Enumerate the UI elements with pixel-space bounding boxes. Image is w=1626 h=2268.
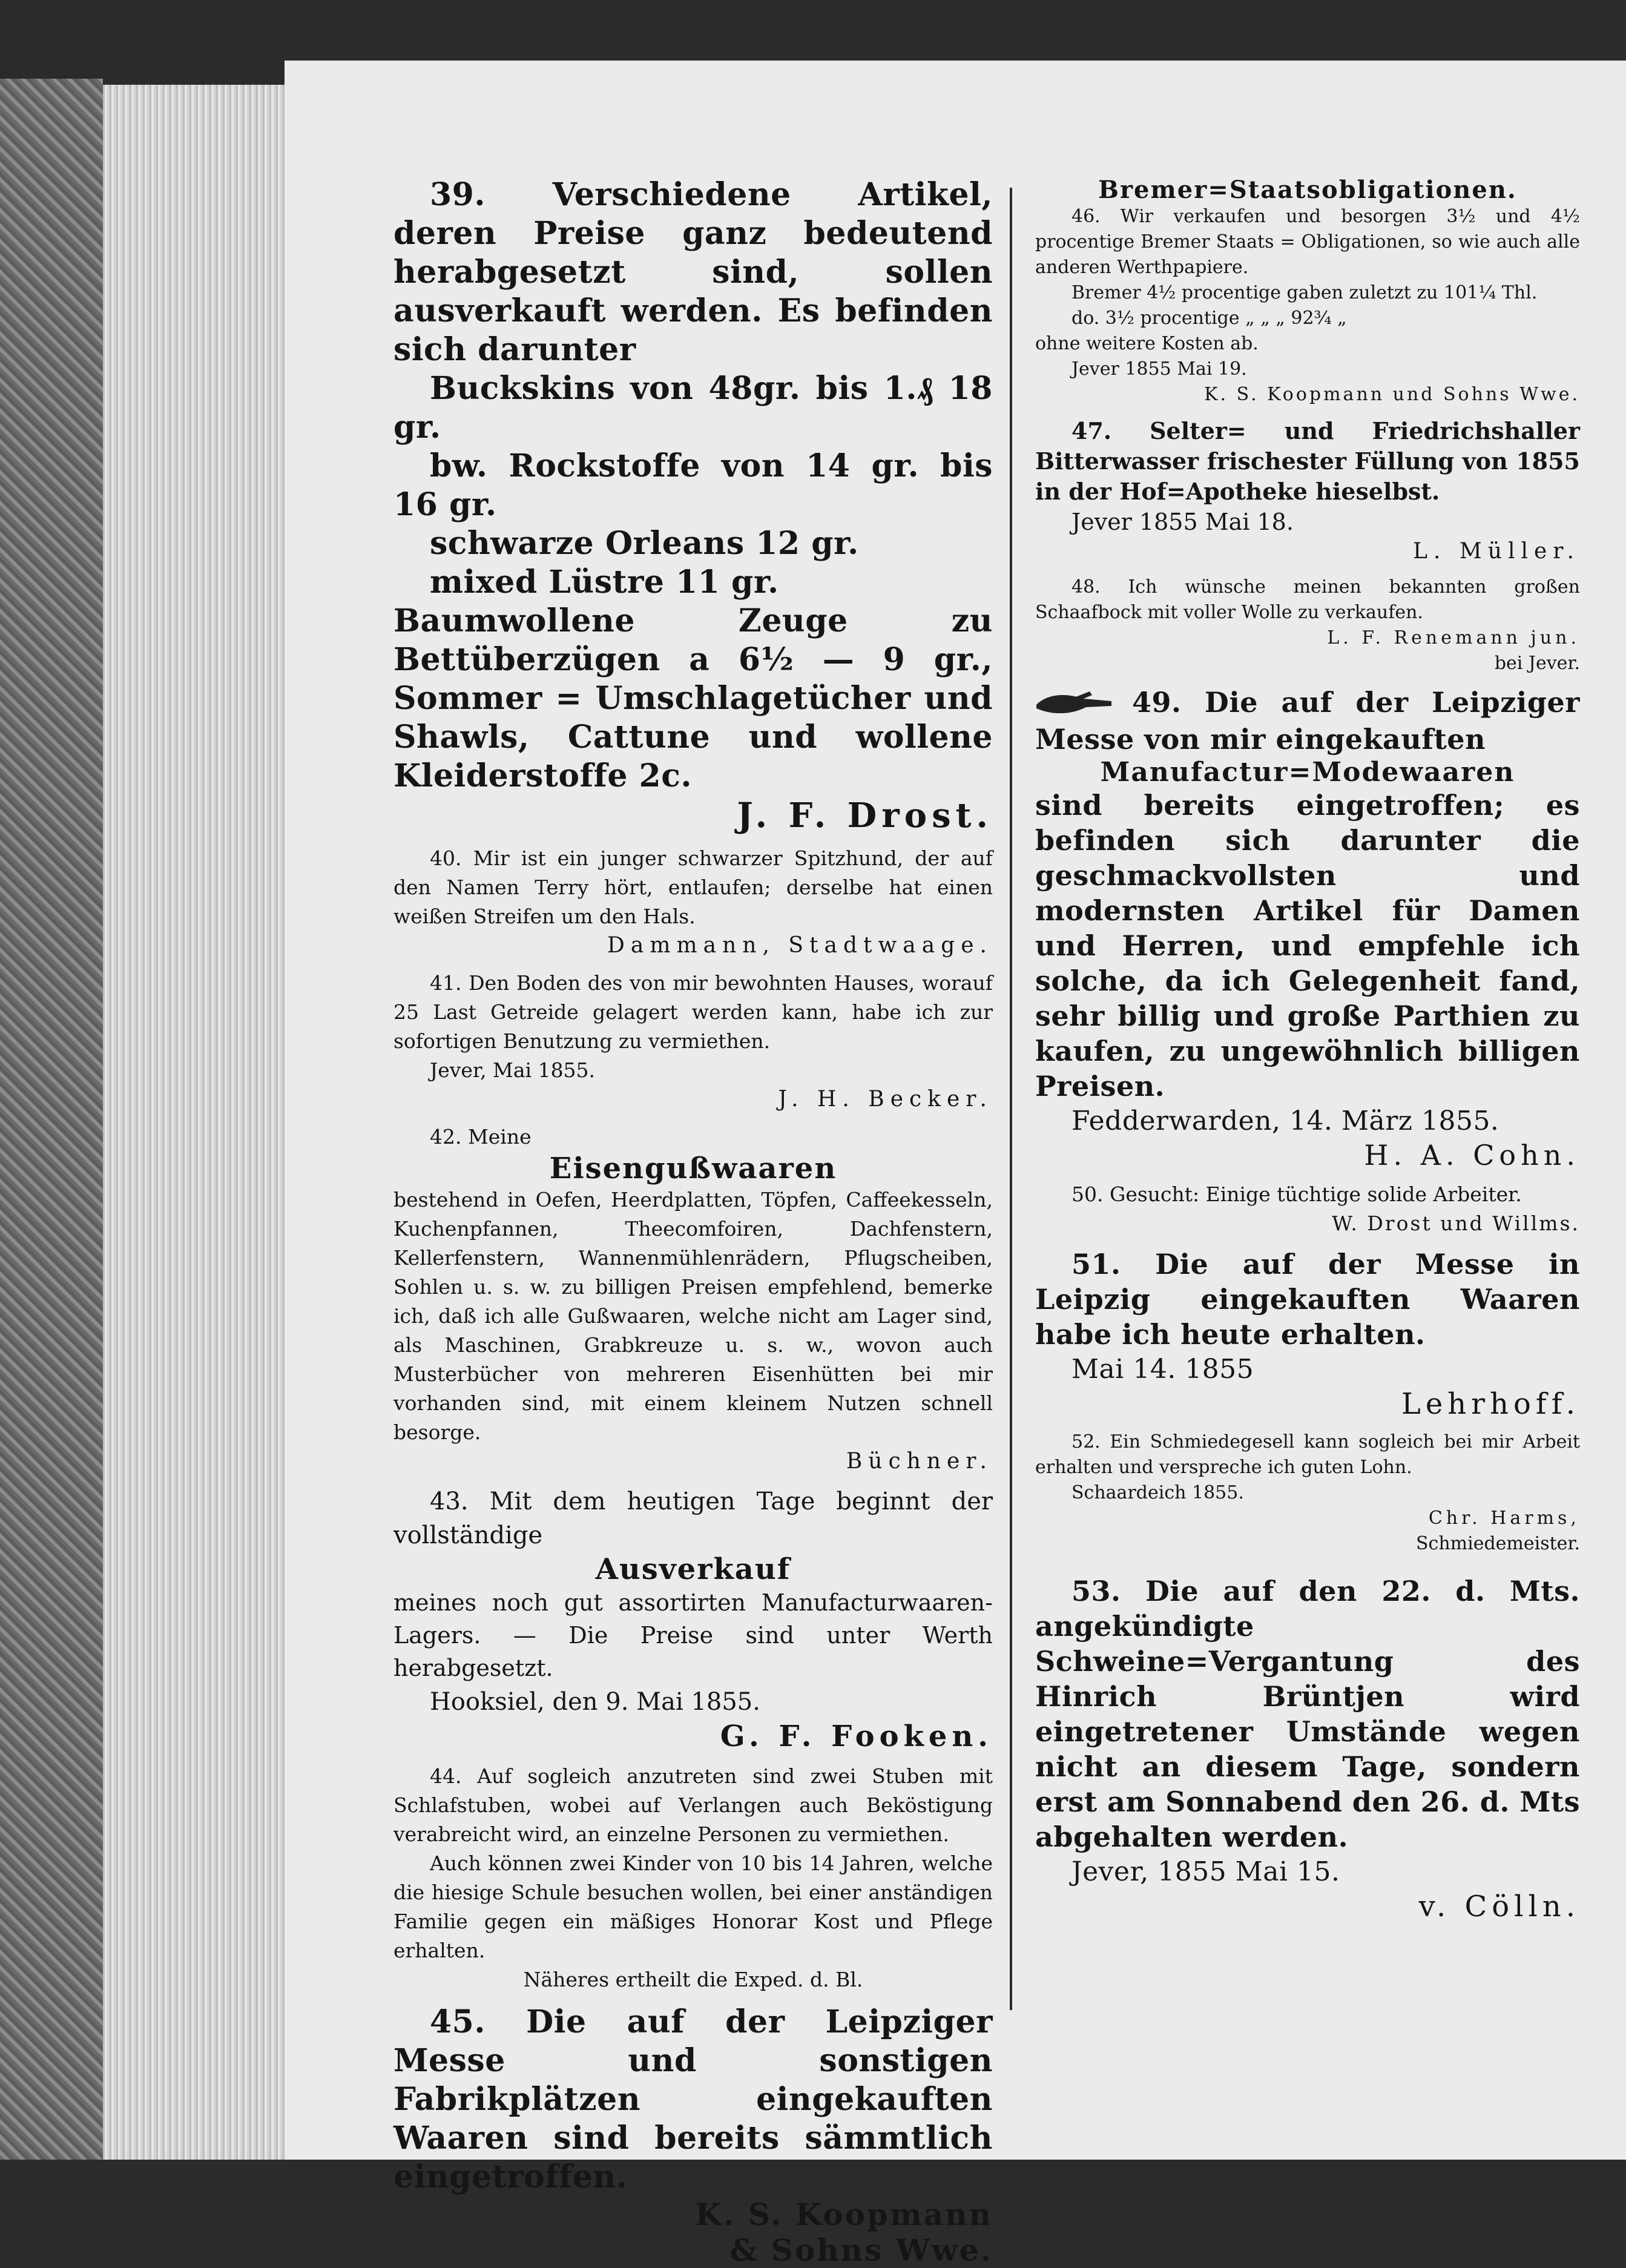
ad-52-signature: Chr. Harms, — [1428, 1508, 1580, 1529]
ad-42-text: bestehend in Oefen, Heerdplatten, Töpfen, Caffeekesseln, Kuchenpfannen, Theecomfoiren, Dachfenstern, Kellerfenstern, Wannenmühlenrädern, Pflugscheiben, Sohlen u. s. w. zu billigen Preisen empfehlend, bemerke ich, daß ich alle Gußwaaren, welche nicht am Lager sind, als Maschinen, Grabkreuze u. s. w., wovon auch Musterbücher von mehreren Eisenhütten bei mir vorhanden sind, mit einem kleinem Nutzen schnell besorge. — [393, 1188, 993, 1444]
newspaper-page — [285, 61, 1626, 2268]
ad-46-heading: Bremer=Staatsobligationen. — [1098, 176, 1517, 204]
ad-53-text: 53. Die auf den 22. d. Mts. angekündigte Schweine=Vergantung des Hinrich Brüntjen wird eingetretener Umstände wegen nicht an diesem Tage, sondern erst am Sonnabend den 26. d. Mts abgehalten werden. — [1035, 1575, 1580, 1853]
ad-45-signature-2: & Sohns Wwe. — [729, 2232, 993, 2268]
ad-52-text: 52. Ein Schmiedegesell kann sogleich bei mir Arbeit erhalten und verspreche ich guten Lohn. — [1035, 1431, 1580, 1478]
ad-49-signature: H. A. Cohn. — [1364, 1139, 1580, 1172]
ad-51 — [1035, 1247, 1580, 1421]
ad-48-text: 48. Ich wünsche meinen bekannten großen Schaafbock mit voller Wolle zu verkaufen. — [1035, 576, 1580, 623]
ad-49 — [1035, 685, 1580, 1172]
ad-46-text: 46. Wir verkaufen und besorgen 3½ und 4½ procentige Bremer Staats = Obligationen, so wie auch alle anderen Werthpapiere. — [1035, 206, 1580, 278]
ad-50-signature: W. Drost und Willms. — [1332, 1211, 1580, 1235]
ad-39-item-3: schwarze Orleans 12 gr. — [430, 525, 859, 562]
ad-39-item-4: mixed Lüstre 11 gr. — [430, 564, 779, 601]
ad-40-text: 40. Mir ist ein junger schwarzer Spitzhund, der auf den Namen Terry hört, entlaufen; derselbe hat einen weißen Streifen um den Hals. — [393, 846, 993, 928]
ad-39-text: 39. Verschiedene Artikel, deren Preise ganz bedeutend herabgesetzt sind, sollen ausverkauft werden. Es befinden sich darunter — [393, 176, 993, 368]
ad-45 — [393, 2003, 993, 2268]
ad-43-text-2: meines noch gut assortirten Manufacturwaaren-Lagers. — Die Preise sind unter Werth herabgesetzt. — [393, 1589, 993, 1681]
ad-51-text: 51. Die auf der Messe in Leipzig eingekauften Waaren habe ich heute erhalten. — [1035, 1248, 1580, 1351]
ad-43-text: 43. Mit dem heutigen Tage beginnt der vollständige — [393, 1488, 993, 1549]
ad-52-place: Schaardeich 1855. — [1071, 1482, 1244, 1503]
ad-49-text-2: sind bereits eingetroffen; es befinden sich darunter die geschmackvollsten und modernsten Artikel für Damen und Herren, und empfehle ich solche, da ich Gelegenheit fand, sehr billig und große Parthien zu kaufen, zu ungewöhnlich billigen Preisen. — [1035, 789, 1580, 1103]
ad-42-signature: Büchner. — [846, 1449, 993, 1474]
ad-41 — [393, 969, 993, 1114]
column-divider — [1010, 188, 1012, 2010]
ad-46-row-2: do. 3½ procentige „ „ „ 92¾ „ — [1071, 308, 1347, 329]
ad-42-heading: Eisengußwaaren — [549, 1152, 837, 1185]
ad-51-signature: Lehrhoff. — [1401, 1387, 1580, 1421]
ad-47-place: Jever 1855 Mai 18. — [1071, 509, 1294, 535]
left-column — [393, 61, 993, 2268]
book-cover-edge — [0, 79, 103, 2160]
ad-50-text: 50. Gesucht: Einige tüchtige solide Arbeiter. — [1071, 1182, 1522, 1206]
ad-43 — [393, 1485, 993, 1753]
ad-41-text: 41. Den Boden des von mir bewohnten Hauses, worauf 25 Last Getreide gelagert werden kann, habe ich zur sofortigen Benutzung zu vermiethen. — [393, 971, 993, 1053]
ad-46 — [1035, 61, 1580, 407]
ad-46-row-1: Bremer 4½ procentige gaben zuletzt zu 101¼ Thl. — [1071, 282, 1538, 303]
ad-45-signature-1: K. S. Koopmann — [695, 2197, 993, 2232]
ad-49-text: 49. Die auf der Leipziger Messe von mir eingekauften — [1035, 686, 1580, 756]
ad-41-signature: J. H. Becker. — [778, 1087, 993, 1112]
ad-47 — [1035, 416, 1580, 566]
right-column — [1035, 61, 1580, 2160]
ad-44-text-2: Auch können zwei Kinder von 10 bis 14 Jahren, welche die hiesige Schule besuchen wollen, bei einer anständigen Familie gegen ein mäßiges Honorar Kost und Pflege erhalten. — [393, 1851, 993, 1962]
ad-41-place: Jever, Mai 1855. — [430, 1058, 596, 1082]
ad-47-text: 47. Selter= und Friedrichshaller Bitterwasser frischester Füllung von 1855 in der Hof=Apotheke hieselbst. — [1035, 417, 1580, 505]
ad-53 — [1035, 1574, 1580, 1924]
ad-49-place: Fedderwarden, 14. März 1855. — [1071, 1106, 1499, 1136]
ad-39-item-2: bw. Rockstoffe von 14 gr. bis 16 gr. — [393, 447, 993, 523]
ad-48-signature: L. F. Renemann jun. — [1327, 627, 1580, 648]
ad-47-signature: L. Müller. — [1413, 539, 1580, 564]
ad-39-item-1: Buckskins von 48gr. bis 1.₰ 18 gr. — [393, 370, 993, 446]
ad-43-heading: Ausverkauf — [595, 1552, 791, 1586]
ad-52 — [1035, 1429, 1580, 1557]
ad-51-place: Mai 14. 1855 — [1071, 1354, 1254, 1385]
ad-48-signature-2: bei Jever. — [1494, 653, 1580, 674]
ad-42-intro: 42. Meine — [430, 1125, 532, 1149]
ad-42 — [393, 1122, 993, 1476]
ad-43-signature: G. F. Fooken. — [720, 1719, 993, 1753]
ad-50 — [1035, 1180, 1580, 1238]
ad-46-signature: K. S. Koopmann und Sohns Wwe. — [1204, 384, 1580, 405]
pointing-hand-icon — [1035, 688, 1114, 722]
ad-40 — [393, 844, 993, 960]
ad-48 — [1035, 575, 1580, 676]
ad-53-place: Jever, 1855 Mai 15. — [1071, 1856, 1340, 1887]
ad-43-place: Hooksiel, den 9. Mai 1855. — [430, 1688, 760, 1716]
ad-49-heading: Manufactur=Modewaaren — [1100, 757, 1515, 788]
ad-39-signature: J. F. Drost. — [737, 796, 993, 836]
ad-39 — [393, 61, 993, 836]
ad-53-signature: v. Cölln. — [1418, 1890, 1580, 1924]
ad-40-signature: Dammann, Stadtwaage. — [607, 933, 993, 958]
page-stack-edge — [103, 85, 285, 2160]
ad-39-cont: Baumwollene Zeuge zu Bettüberzügen a 6½ — 9 gr., Sommer = Umschlagetücher und Shawls, Cattune und wollene Kleiderstoffe 2c. — [393, 602, 993, 794]
ad-44-text: 44. Auf sogleich anzutreten sind zwei Stuben mit Schlafstuben, wobei auf Verlangen auch Beköstigung verabreicht wird, an einzelne Personen zu vermiethen. — [393, 1764, 993, 1846]
ad-46-place: Jever 1855 Mai 19. — [1071, 358, 1247, 380]
ad-44-note: Näheres ertheilt die Exped. d. Bl. — [523, 1968, 863, 1991]
ad-44 — [393, 1762, 993, 1994]
ad-45-text: 45. Die auf der Leipziger Messe und sonstigen Fabrikplätzen eingekauften Waaren sind bereits sämmtlich eingetroffen. — [393, 2003, 993, 2195]
ad-46-row-3: ohne weitere Kosten ab. — [1035, 333, 1259, 354]
ad-52-signature-2: Schmiedemeister. — [1415, 1533, 1580, 1554]
